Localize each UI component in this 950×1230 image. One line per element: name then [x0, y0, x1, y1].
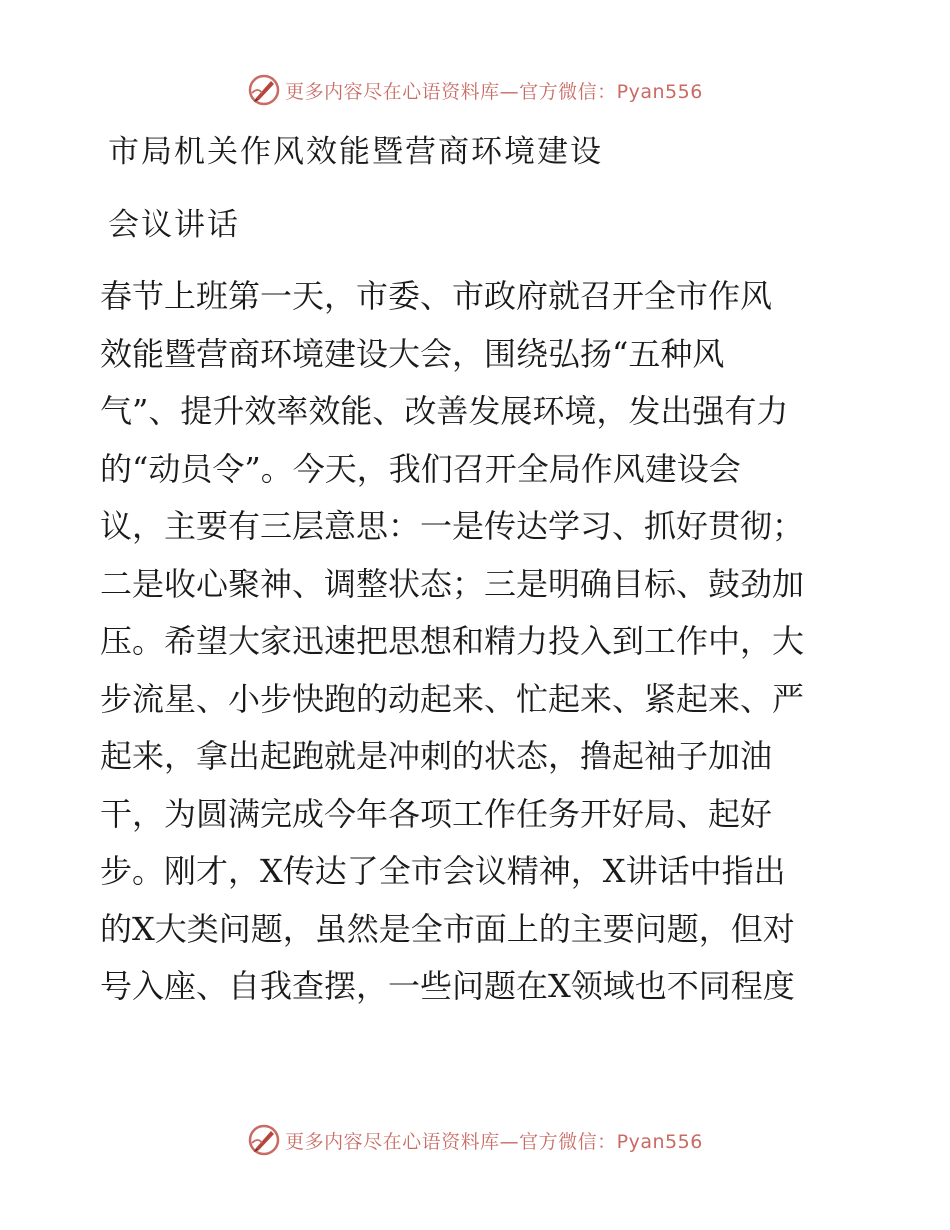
header-watermark: [0, 70, 950, 110]
body-text-line: 效能暨营商环境建设大会，围绕弘扬“五种风: [100, 334, 725, 373]
watermark-text: 更多内容尽在心语资料库—官方微信：Pyan556: [285, 80, 703, 103]
body-text-line: 步流星、小步快跑的动起来、忙起来、紧起来、严: [100, 679, 805, 718]
body-text-line: 的“动员令”。今天，我们召开全局作风建设会: [100, 449, 741, 488]
watermark-text: 更多内容尽在心语资料库—官方微信：Pyan556: [285, 1130, 703, 1153]
body-text-line: 二是收心聚神、调整状态；三是明确目标、鼓劲加: [100, 564, 805, 603]
document-title-line-1: 市局机关作风效能暨营商环境建设: [108, 134, 603, 170]
body-text-line: 议，主要有三层意思：一是传达学习、抓好贯彻；: [100, 507, 805, 545]
document-title-line-2: 会议讲话: [108, 207, 240, 243]
body-text-line: 步。刚才，X传达了全市会议精神，X讲话中指出: [100, 852, 786, 890]
body-text-line: 压。希望大家迅速把思想和精力投入到工作中，大: [100, 622, 805, 660]
quill-pen-logo-icon: [247, 1123, 281, 1157]
body-text-line: 号入座、自我查摆，一些问题在X领域也不同程度: [100, 967, 795, 1005]
body-text-line: 起来，拿出起跑就是冲刺的状态，撸起袖子加油: [100, 737, 773, 775]
body-text-line: 干，为圆满完成今年各项工作任务开好局、起好: [100, 794, 773, 833]
body-text-line: 春节上班第一天，市委、市政府就召开全市作风: [100, 277, 773, 315]
body-text-line: 气”、提升效率效能、改善发展环境，发出强有力: [100, 392, 789, 430]
footer-watermark: [0, 1120, 950, 1160]
body-text-line: 的X大类问题，虽然是全市面上的主要问题，但对: [100, 909, 795, 948]
quill-pen-logo-icon: [247, 73, 281, 107]
